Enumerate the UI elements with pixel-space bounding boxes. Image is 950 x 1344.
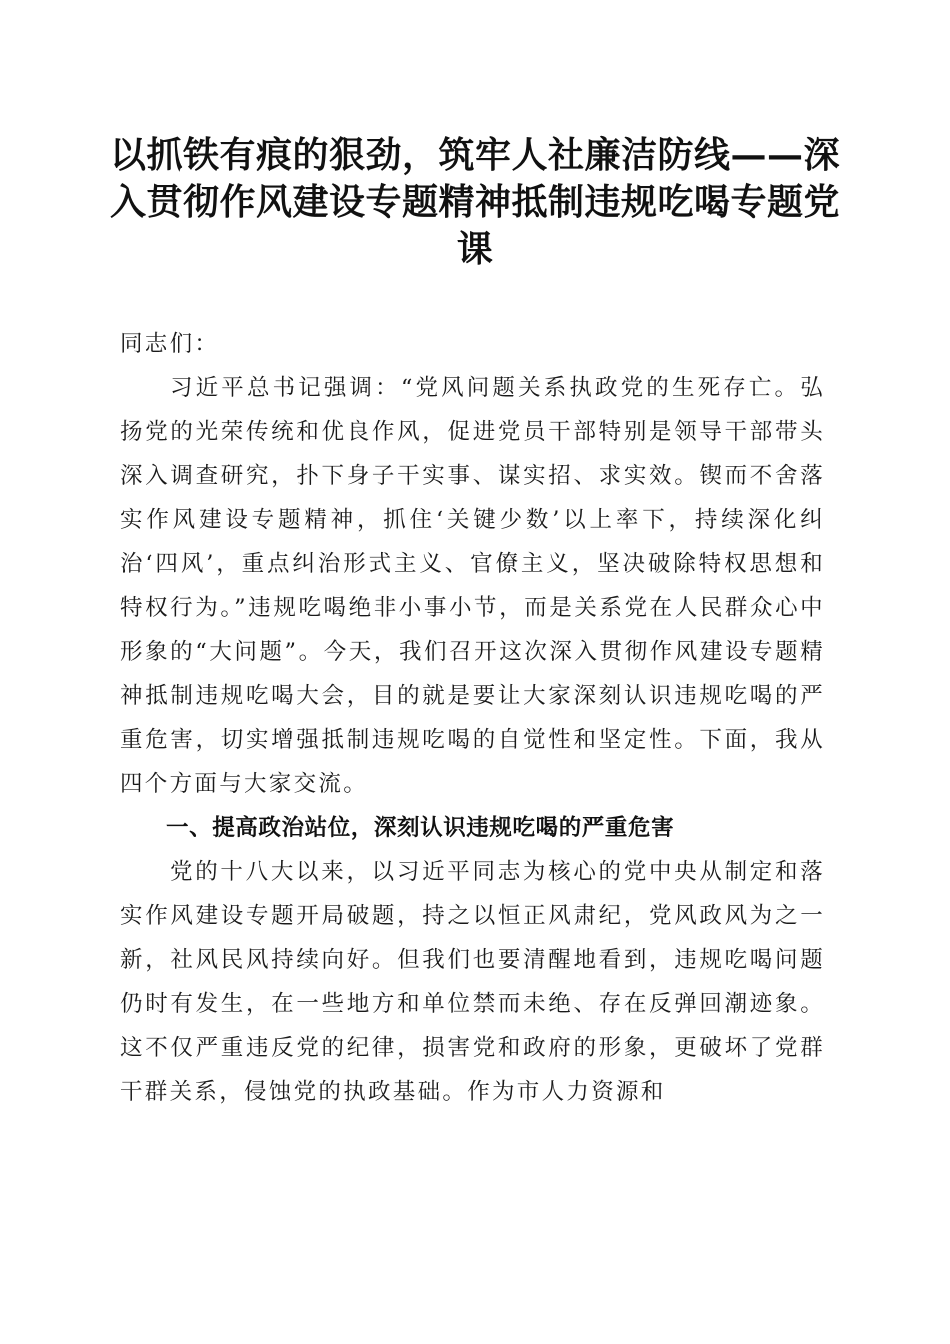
salutation: 同志们： xyxy=(120,331,220,357)
paragraph-intro: 习近平总书记强调：“党风问题关系执政党的生死存亡。弘扬党的光荣传统和优良作风，促进党员干部特别是领导干部带头深入调查研究，扑下身子干实事、谋实招、求实效。锲而不舍落实作风建设专题精神，抓住‘关键少数’以上率下，持续深化纠治‘四风’，重点纠治形式主义、官僚主义，坚决破除特权思想和特权行为。”违规吃喝绝非小事小节，而是关系党在人民群众心中形象的“大问题”。今天，我们召开这次深入贯彻作风建设专题精神抵制违规吃喝大会，目的就是要让大家深刻认识违规吃喝的严重危害，切实增强抵制违规吃喝的自觉性和坚定性。下面，我从四个方面与大家交流。 xyxy=(120,375,825,797)
paragraph-section-1: 党的十八大以来，以习近平同志为核心的党中央从制定和落实作风建设专题开局破题，持之以恒正风肃纪，党风政风为之一新，社风民风持续向好。但我们也要清醒地看到，违规吃喝问题仍时有发生，在一些地方和单位禁而未绝、存在反弹回潮迹象。这不仅严重违反党的纪律，损害党和政府的形象，更破坏了党群干群关系，侵蚀党的执政基础。作为市人力资源和 xyxy=(120,859,825,1105)
document-title: 以抓铁有痕的狠劲，筑牢人社廉洁防线——深入贯彻作风建设专题精神抵制违规吃喝专题党课 xyxy=(110,134,841,270)
section-heading-1: 一、提高政治站位，深刻认识违规吃喝的严重危害 xyxy=(166,815,675,841)
